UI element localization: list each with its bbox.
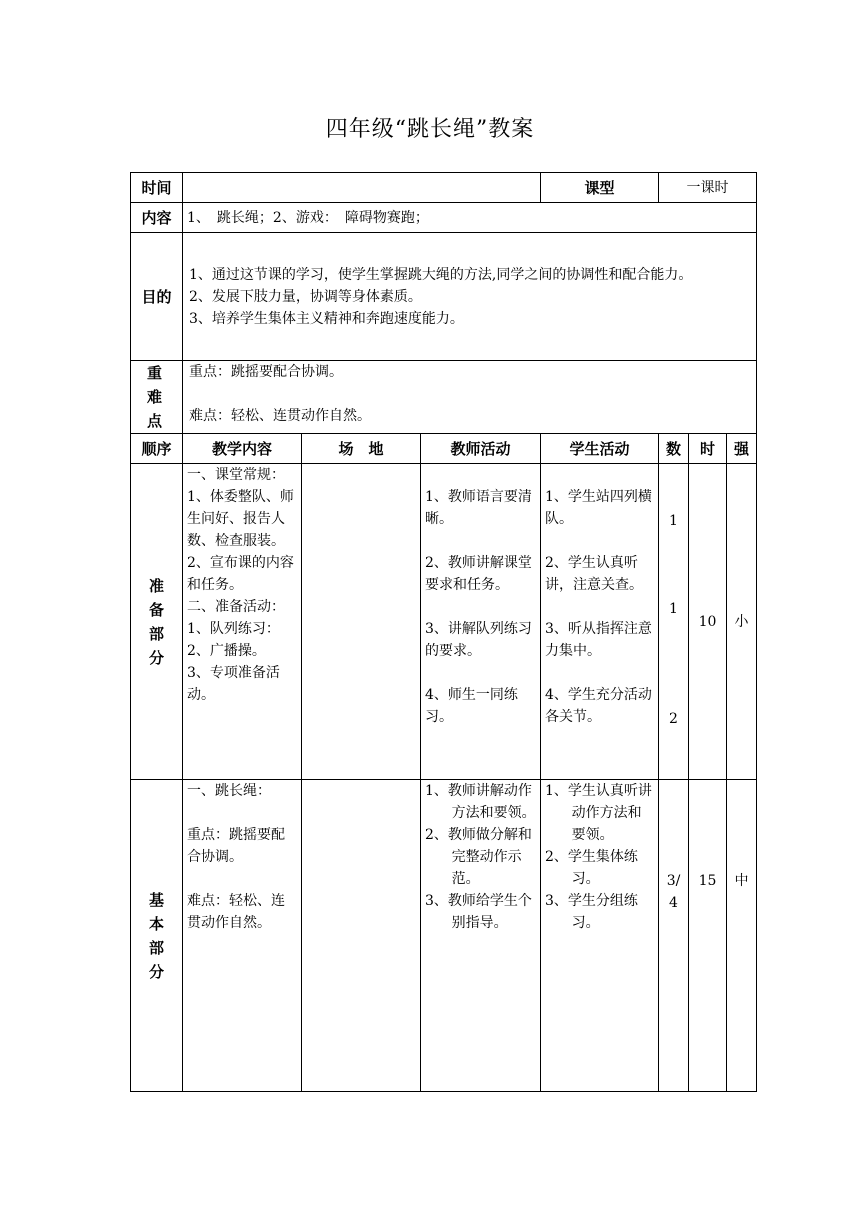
section-intensity: 小 xyxy=(727,464,757,780)
column-header-row xyxy=(131,434,757,464)
content-value: 1、 跳长绳；2、游戏： 障碍物赛跑； xyxy=(183,203,757,233)
col-content: 教学内容 xyxy=(183,434,302,464)
goal-row xyxy=(131,233,757,361)
goal-item: 1、通过这节课的学习，使学生掌握跳大绳的方法,同学之间的协调性和配合能力。 xyxy=(189,266,693,283)
time-row xyxy=(131,173,757,203)
student-item: 1、学生站四列横队。 xyxy=(545,489,652,527)
teacher-item: 1、教师语言要清晰。 xyxy=(425,489,532,527)
col-count: 数 xyxy=(659,434,689,464)
student-item: 1、学生认真听讲动作方法和要领。 xyxy=(545,783,652,843)
content-line: 1、队列练习： xyxy=(187,621,280,637)
key-point-text: 重点：跳摇要配合协调。 xyxy=(189,364,343,380)
content-line: 1、体委整队、师生问好、报告人数、检查服装。 xyxy=(187,489,294,549)
section-row-basic xyxy=(131,780,757,1092)
goal-item: 3、培养学生集体主义精神和奔跑速度能力。 xyxy=(189,310,464,327)
section-content xyxy=(183,780,302,1092)
content-line: 一、跳长绳： xyxy=(187,783,271,799)
col-intensity: 强 xyxy=(727,434,757,464)
student-item: 3、听从指挥注意力集中。 xyxy=(545,621,652,659)
section-teacher xyxy=(421,464,541,780)
page-title: 四年级“跳长绳”教案 xyxy=(325,117,535,142)
time-value xyxy=(183,173,541,203)
section-venue xyxy=(302,464,421,780)
section-teacher xyxy=(421,780,541,1092)
teacher-item: 2、教师做分解和完整动作示范。 xyxy=(425,827,532,887)
section-count xyxy=(659,780,689,1092)
teacher-item: 2、教师讲解课堂要求和任务。 xyxy=(425,555,532,593)
section-label: 准备部分 xyxy=(131,464,183,780)
content-row xyxy=(131,203,757,233)
col-order: 顺序 xyxy=(131,434,183,464)
col-time: 时 xyxy=(689,434,727,464)
difficult-point-text: 难点：轻松、连贯动作自然。 xyxy=(189,408,371,424)
section-content xyxy=(183,464,302,780)
section-venue xyxy=(302,780,421,1092)
goal-item: 2、发展下肢力量，协调等身体素质。 xyxy=(189,288,422,305)
content-line: 重点：跳摇要配合协调。 xyxy=(187,827,285,865)
student-item: 2、学生集体练习。 xyxy=(545,849,638,887)
section-time: 15 xyxy=(689,780,727,1092)
content-line: 3、专项准备活动。 xyxy=(187,665,280,703)
section-time: 10 xyxy=(689,464,727,780)
content-line: 难点：轻松、连贯动作自然。 xyxy=(187,893,285,931)
teacher-item: 4、师生一同练习。 xyxy=(425,687,518,725)
count-value: 1 xyxy=(669,513,678,529)
teacher-item: 1、教师讲解动作方法和要领。 xyxy=(425,783,536,821)
section-intensity: 中 xyxy=(727,780,757,1092)
section-label: 基本部分 xyxy=(131,780,183,1092)
student-item: 3、学生分组练习。 xyxy=(545,893,638,931)
count-value: 2 xyxy=(669,711,678,727)
time-label: 时间 xyxy=(131,173,183,203)
content-line: 2、宣布课的内容和任务。 xyxy=(187,555,294,593)
content-line: 一、课堂常规： xyxy=(187,467,285,483)
lesson-type-value: 一课时 xyxy=(659,173,757,203)
teacher-item: 3、教师给学生个别指导。 xyxy=(425,893,532,931)
col-student: 学生活动 xyxy=(541,434,659,464)
section-student xyxy=(541,780,659,1092)
key-points-label: 重难点 xyxy=(131,361,183,434)
count-value: 3/4 xyxy=(666,873,681,911)
section-count xyxy=(659,464,689,780)
student-item: 4、学生充分活动各关节。 xyxy=(545,687,652,725)
section-student xyxy=(541,464,659,780)
lesson-plan-table xyxy=(130,172,757,1092)
lesson-type-label: 课型 xyxy=(541,173,659,203)
goal-list xyxy=(183,233,757,361)
col-venue: 场 地 xyxy=(302,434,421,464)
content-line: 2、广播操。 xyxy=(187,643,266,659)
key-points-row xyxy=(131,361,757,434)
section-row-preparation xyxy=(131,464,757,780)
content-label: 内容 xyxy=(131,203,183,233)
teacher-item: 3、讲解队列练习的要求。 xyxy=(425,621,532,659)
col-teacher: 教师活动 xyxy=(421,434,541,464)
goal-label: 目的 xyxy=(131,233,183,361)
student-item: 2、学生认真听讲，注意关查。 xyxy=(545,555,643,593)
key-points-value xyxy=(183,361,757,434)
content-line: 二、准备活动： xyxy=(187,599,285,615)
count-value: 1 xyxy=(669,601,678,617)
